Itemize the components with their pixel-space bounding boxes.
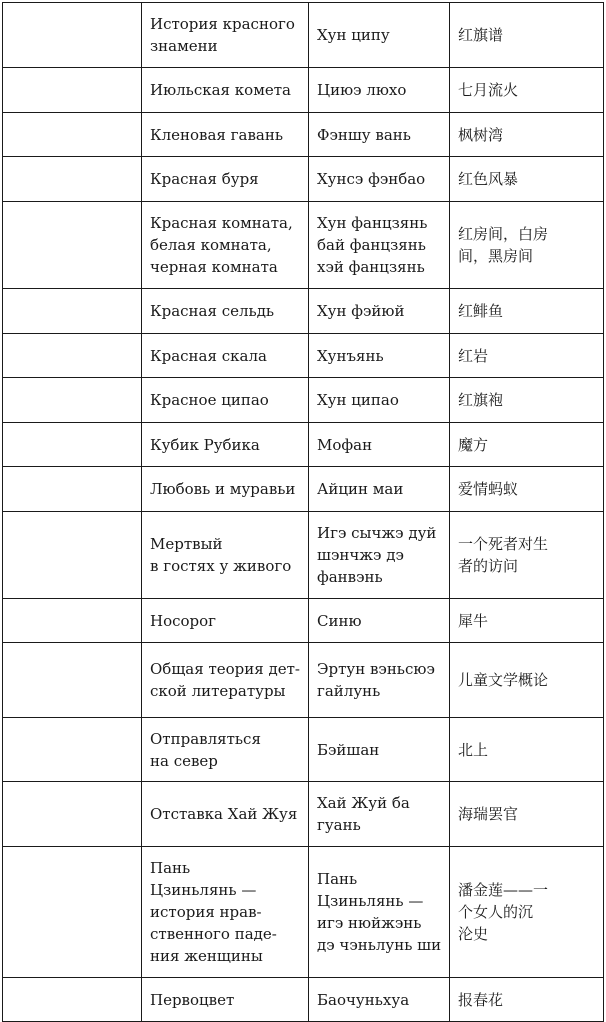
- transliteration-cell: Циюэ люхо: [309, 68, 450, 113]
- transliteration-cell: Хун ципу: [309, 3, 450, 68]
- table-row: [3, 202, 604, 289]
- table-row: [3, 599, 604, 643]
- table-row: [3, 3, 604, 68]
- russian-title-cell: Мертвый в гостях у живого: [142, 512, 309, 599]
- chinese-title-cell: 红旗袍: [450, 378, 604, 423]
- chinese-title-cell: 海瑞罢官: [450, 782, 604, 847]
- blank-cell: [3, 467, 142, 512]
- table-row: [3, 847, 604, 978]
- blank-cell: [3, 113, 142, 157]
- table-row: [3, 423, 604, 467]
- table-row: [3, 334, 604, 378]
- table-row: [3, 113, 604, 157]
- russian-title-cell: Носорог: [142, 599, 309, 643]
- table-row: [3, 157, 604, 202]
- transliteration-cell: Хун фэйюй: [309, 289, 450, 334]
- table-row: [3, 782, 604, 847]
- blank-cell: [3, 782, 142, 847]
- table-row: [3, 289, 604, 334]
- chinese-title-cell: 潘金莲——一 个女人的沉 沦史: [450, 847, 604, 978]
- russian-title-cell: История красного знамени: [142, 3, 309, 68]
- transliteration-cell: Хай Жуй ба гуань: [309, 782, 450, 847]
- blank-cell: [3, 202, 142, 289]
- blank-cell: [3, 643, 142, 718]
- russian-title-cell: Отставка Хай Жуя: [142, 782, 309, 847]
- chinese-title-cell: 报春花: [450, 978, 604, 1022]
- blank-cell: [3, 978, 142, 1022]
- russian-title-cell: Любовь и муравьи: [142, 467, 309, 512]
- transliteration-cell: Игэ сычжэ дуй шэнчжэ дэ фанвэнь: [309, 512, 450, 599]
- russian-title-cell: Пань Цзиньлянь — история нрав- ственного паде- ния женщины: [142, 847, 309, 978]
- russian-title-cell: Кубик Рубика: [142, 423, 309, 467]
- blank-cell: [3, 378, 142, 423]
- blank-cell: [3, 847, 142, 978]
- blank-cell: [3, 512, 142, 599]
- chinese-title-cell: 一个死者对生 者的访问: [450, 512, 604, 599]
- table-row: [3, 978, 604, 1022]
- chinese-title-cell: 七月流火: [450, 68, 604, 113]
- russian-title-cell: Июльская комета: [142, 68, 309, 113]
- transliteration-cell: Хун ципао: [309, 378, 450, 423]
- russian-title-cell: Красная сельдь: [142, 289, 309, 334]
- transliteration-cell: Бэйшан: [309, 718, 450, 782]
- chinese-title-cell: 红岩: [450, 334, 604, 378]
- transliteration-cell: Хунсэ фэнбао: [309, 157, 450, 202]
- table-row: [3, 512, 604, 599]
- transliteration-cell: Баочуньхуа: [309, 978, 450, 1022]
- chinese-title-cell: 魔方: [450, 423, 604, 467]
- table-row: [3, 467, 604, 512]
- russian-title-cell: Отправляться на север: [142, 718, 309, 782]
- table-row: [3, 718, 604, 782]
- table-row: [3, 643, 604, 718]
- chinese-title-cell: 爱情蚂蚁: [450, 467, 604, 512]
- transliteration-cell: Хун фанцзянь бай фанцзянь хэй фанцзянь: [309, 202, 450, 289]
- chinese-title-cell: 红色风暴: [450, 157, 604, 202]
- russian-title-cell: Красная комната, белая комната, черная комната: [142, 202, 309, 289]
- blank-cell: [3, 3, 142, 68]
- russian-title-cell: Общая теория дет- ской литературы: [142, 643, 309, 718]
- transliteration-cell: Эртун вэньсюэ гайлунь: [309, 643, 450, 718]
- table-row: [3, 378, 604, 423]
- blank-cell: [3, 599, 142, 643]
- chinese-title-cell: 红房间，白房 间，黑房间: [450, 202, 604, 289]
- blank-cell: [3, 718, 142, 782]
- blank-cell: [3, 157, 142, 202]
- blank-cell: [3, 289, 142, 334]
- table-row: [3, 68, 604, 113]
- chinese-title-cell: 北上: [450, 718, 604, 782]
- glossary-table: [2, 2, 604, 1022]
- blank-cell: [3, 68, 142, 113]
- chinese-title-cell: 枫树湾: [450, 113, 604, 157]
- transliteration-cell: Фэншу вань: [309, 113, 450, 157]
- blank-cell: [3, 334, 142, 378]
- russian-title-cell: Кленовая гавань: [142, 113, 309, 157]
- chinese-title-cell: 红旗谱: [450, 3, 604, 68]
- russian-title-cell: Красная буря: [142, 157, 309, 202]
- transliteration-cell: Мофан: [309, 423, 450, 467]
- chinese-title-cell: 儿童文学概论: [450, 643, 604, 718]
- transliteration-cell: Синю: [309, 599, 450, 643]
- russian-title-cell: Красное ципао: [142, 378, 309, 423]
- transliteration-cell: Хунъянь: [309, 334, 450, 378]
- chinese-title-cell: 犀牛: [450, 599, 604, 643]
- transliteration-cell: Айцин маи: [309, 467, 450, 512]
- russian-title-cell: Красная скала: [142, 334, 309, 378]
- chinese-title-cell: 红鲱鱼: [450, 289, 604, 334]
- blank-cell: [3, 423, 142, 467]
- russian-title-cell: Первоцвет: [142, 978, 309, 1022]
- transliteration-cell: Пань Цзиньлянь — игэ нюйжэнь дэ чэньлунь ши: [309, 847, 450, 978]
